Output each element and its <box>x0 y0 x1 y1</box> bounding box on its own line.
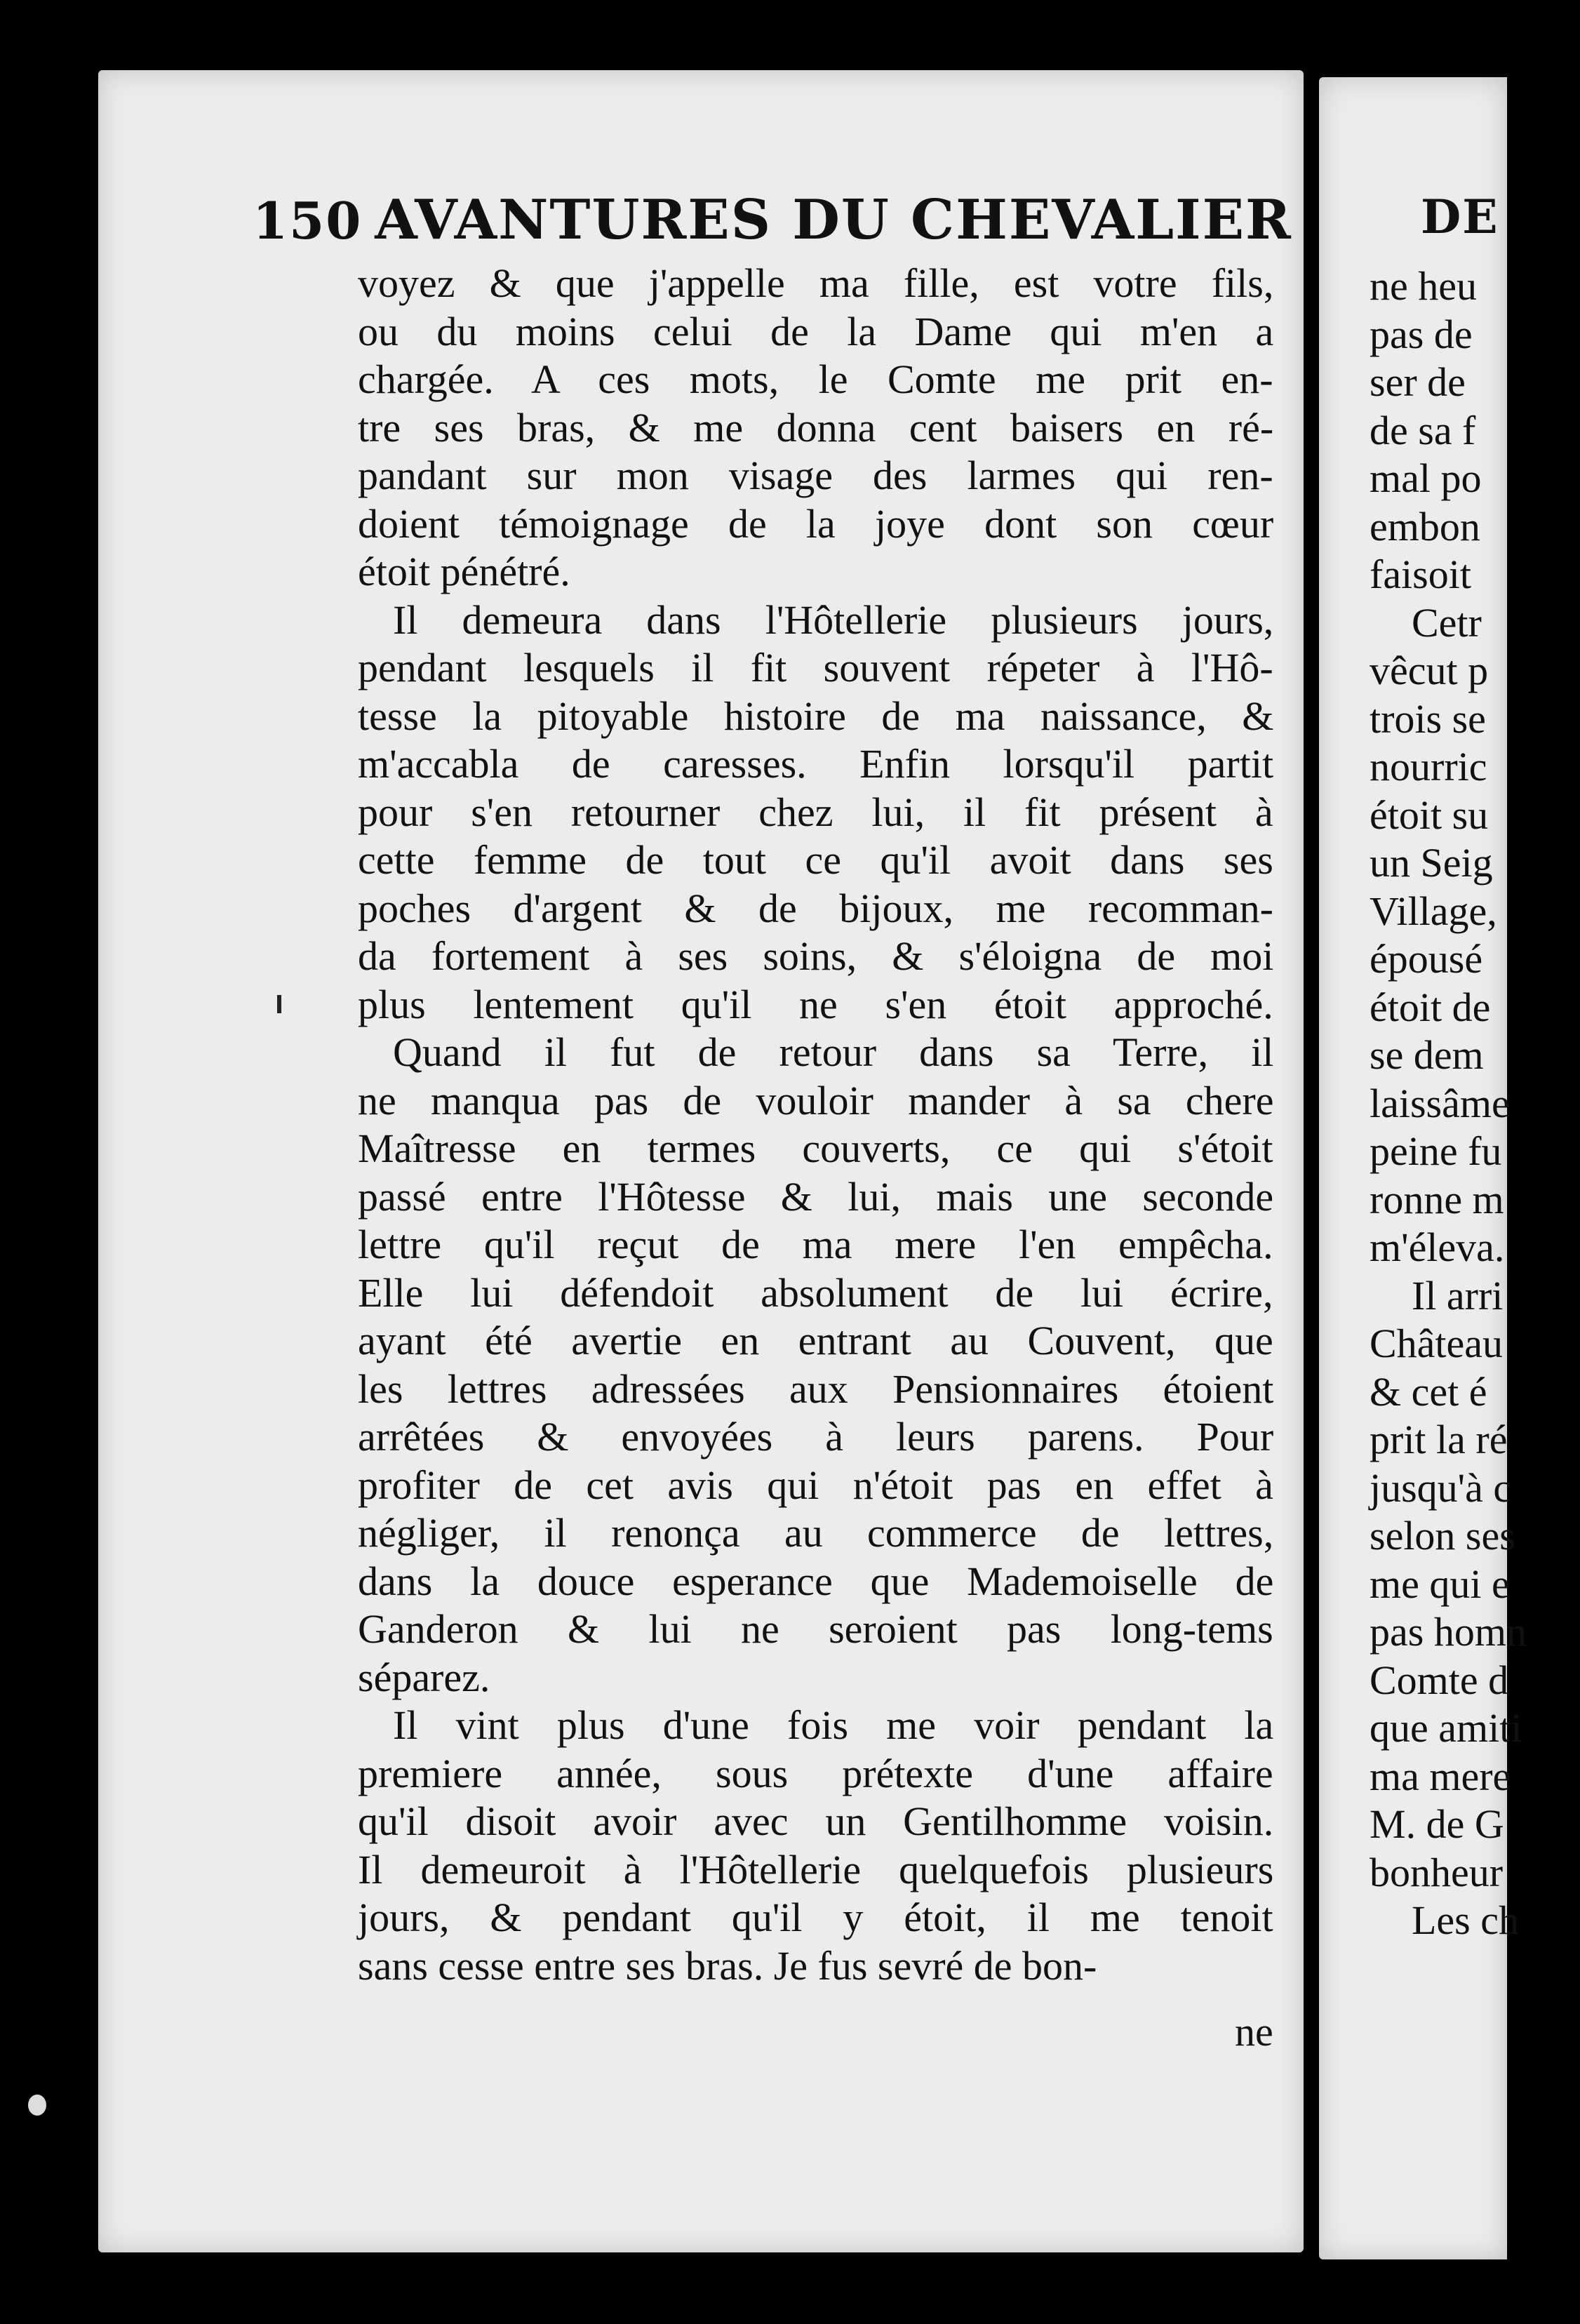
text-line: doient témoignage de la joye dont son cœur <box>358 500 1274 547</box>
text-line: lettre qu'il reçut de ma mere l'en empêcha. <box>358 1222 1273 1267</box>
text-line: Comte d <box>1370 1657 1509 1703</box>
text-line: mal po <box>1370 455 1482 501</box>
text-line: faisoit <box>1370 552 1471 597</box>
text-line: Il arri <box>1412 1272 1504 1318</box>
text-line: les lettres adressées aux Pensionnaires étoient <box>358 1365 1274 1412</box>
text-line: sans cesse entre ses bras. Je fus sevré de bon- <box>358 1942 1097 1989</box>
text-line: m'accabla de caresses. Enfin lorsqu'il partit <box>358 741 1274 787</box>
text-line: vêcut p <box>1370 648 1489 693</box>
text-line: étoit de <box>1370 984 1491 1030</box>
text-line: étoit su <box>1370 792 1489 838</box>
right-running-head: DE <box>1421 189 1499 244</box>
text-line: me qui e <box>1370 1561 1510 1607</box>
text-line: Il demeuroit à l'Hôtellerie quelquefois plusieurs <box>358 1846 1274 1892</box>
running-head-title: AVANTURES DU CHEVALIER <box>375 188 1292 252</box>
text-line: trois se <box>1370 695 1486 742</box>
text-line: M. de G <box>1370 1801 1504 1847</box>
left-page-text <box>358 261 1273 2057</box>
text-line: pas de <box>1370 311 1473 357</box>
text-line: tesse la pitoyable histoire de ma naissance, & <box>358 693 1274 739</box>
text-line: tre ses bras, & me donna cent baisers en ré- <box>358 404 1274 450</box>
text-line: Les ch <box>1412 1897 1519 1943</box>
text-line: de sa f <box>1370 407 1476 453</box>
text-line: Maîtresse en termes couverts, ce qui s'étoit <box>358 1126 1273 1171</box>
text-line: passé entre l'Hôtesse & lui, mais une seconde <box>358 1173 1274 1220</box>
text-line: jours, & pendant qu'il y étoit, il me tenoit <box>358 1895 1273 1940</box>
text-line: que amiti <box>1370 1705 1522 1751</box>
margin-speck <box>277 995 281 1013</box>
text-line: pendant lesquels il fit souvent répeter à l'Hô- <box>358 645 1273 690</box>
text-line: profiter de cet avis qui n'étoit pas en effet à <box>358 1462 1273 1508</box>
text-line: m'éleva. <box>1370 1224 1505 1270</box>
text-line: prit la ré <box>1370 1417 1508 1462</box>
text-line: voyez & que j'appelle ma fille, est votre fils, <box>358 260 1274 306</box>
text-line: cette femme de tout ce qu'il avoit dans ses <box>358 837 1273 883</box>
page-number: 150 <box>253 191 363 251</box>
text-line: se dem <box>1370 1032 1484 1078</box>
text-line: poches d'argent & de bijoux, me recomman- <box>358 885 1273 931</box>
text-line: pas homn <box>1370 1609 1527 1655</box>
text-line: pour s'en retourner chez lui, il fit présent à <box>358 789 1273 835</box>
text-line: chargée. A ces mots, le Comte me prit en- <box>358 356 1273 402</box>
text-line: ma mere <box>1370 1753 1511 1799</box>
text-line: jusqu'à c <box>1370 1464 1512 1511</box>
text-line: plus lentement qu'il ne s'en étoit approché. <box>358 981 1273 1027</box>
text-line: un Seig <box>1370 840 1493 886</box>
text-line: dans la douce esperance que Mademoiselle de <box>358 1558 1274 1604</box>
text-line: ou du moins celui de la Dame qui m'en a <box>358 308 1274 354</box>
text-line: laissâme <box>1370 1080 1510 1126</box>
text-line: séparez. <box>358 1654 490 1700</box>
text-line: qu'il disoit avoir avec un Gentilhomme voisin. <box>358 1798 1274 1844</box>
text-line: Il vint plus d'une fois me voir pendant la <box>393 1702 1274 1748</box>
text-line: Il demeura dans l'Hôtellerie plusieurs jours, <box>393 596 1274 643</box>
text-line: ser de <box>1370 359 1466 405</box>
text-line: Ganderon & lui ne seroient pas long-tems <box>358 1606 1273 1652</box>
text-line: nourric <box>1370 744 1487 789</box>
text-line: Village, <box>1370 888 1497 934</box>
text-line: épousé <box>1370 936 1483 982</box>
text-line: ne heu <box>1370 263 1477 309</box>
text-line: Quand il fut de retour dans sa Terre, il <box>393 1029 1274 1075</box>
left-running-head <box>253 188 1292 252</box>
text-line: ronne m <box>1370 1176 1504 1222</box>
text-line: da fortement à ses soins, & s'éloigna de moi <box>358 933 1274 979</box>
text-line: & cet é <box>1370 1368 1487 1415</box>
right-page-text <box>1370 264 1580 2060</box>
text-line: ayant été avertie en entrant au Couvent, que <box>358 1318 1273 1363</box>
text-line: embon <box>1370 503 1480 549</box>
catchword: ne <box>1235 2009 1273 2055</box>
text-line: négliger, il renonça au commerce de lettres, <box>358 1510 1274 1556</box>
text-line: selon ses <box>1370 1513 1515 1558</box>
margin-speck <box>28 2095 46 2116</box>
text-line: Château <box>1370 1321 1504 1366</box>
text-line: arrêtées & envoyées à leurs parens. Pour <box>358 1414 1274 1460</box>
text-line: premiere année, sous prétexte d'une affaire <box>358 1750 1273 1796</box>
text-line: Elle lui défendoit absolument de lui écrire, <box>358 1269 1273 1316</box>
text-line: étoit pénétré. <box>358 549 570 594</box>
text-line: pandant sur mon visage des larmes qui ren- <box>358 453 1273 498</box>
text-line: bonheur <box>1370 1849 1504 1895</box>
text-line: Cetr <box>1412 599 1482 646</box>
text-line: peine fu <box>1370 1128 1502 1174</box>
text-line: ne manqua pas de vouloir mander à sa chere <box>358 1077 1274 1123</box>
